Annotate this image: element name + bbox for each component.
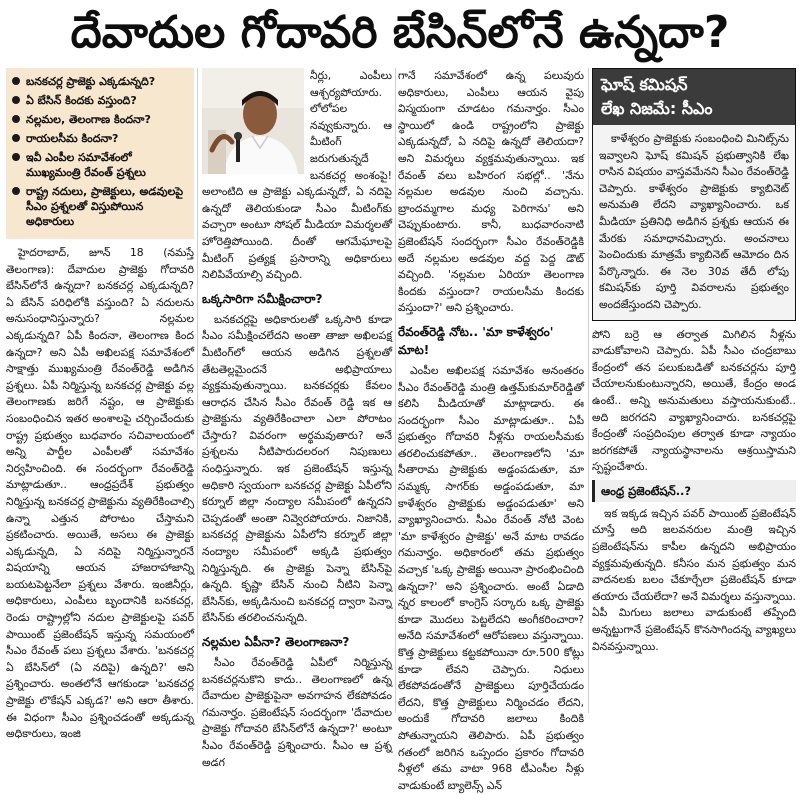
bullet-icon xyxy=(12,96,20,104)
article-paragraph: హైదరాబాద్, జూన్ 18 (నమస్తే తెలంగాణ): దేవాదుల ప్రాజెక్టు గోదావరి బేసిన్‌లోనే ఉన్నదా? బనకచర్ల ఎక్కడున్నది? ఏ బేసిన్ పరిధిలోకి వస్తుంది? ఏ నదులను అనుసంధానిస్తున్నారు? నల్లమల ఎక్కడున్నది? ఏపీ కిందనా, తెలంగాణ కింద ఉన్నదా? అని ఏపీ అఖిలపక్ష సమావేశంలో సాక్షాత్తు ముఖ్యమంత్రి రేవంత్‌రెడ్డి అడిగిన ప్రశ్నలు. ఏపీ నిర్మిస్తున్న బనకచర్ల ప్రాజెక్టు వల్ల తెలంగాణకు జరిగే నష్టం, ఆ ప్రాజెక్టుకు సంబంధించిన ఇతర అంశాలపై చర్చించేందుకు రాష్ట్ర ప్రభుత్వం బుధవారం సచివాలయంలో అన్ని పార్టీల ఎంపీలతో సమావేశం నిర్వహించింది. ఈ సందర్భంగా రేవంత్‌రెడ్డి మాట్లాడుతూ.. ఆంధ్రప్రదేశ్ ప్రభుత్వం నిర్మిస్తున్న బనకచర్ల ప్రాజెక్టును వ్యతిరేకించాల్సి ఉన్నా ఎత్తున పోరాటం చేస్తామని ప్రకటించారు. అయితే, అసలు ఈ ప్రాజెక్టు ఎక్కడున్నది, ఏ నదిపై నిర్మిస్తున్నారనే విషయాన్ని ఆయన హాజరాహాజాన్ని బయటపెట్టనేలా ప్రశ్నలు వేశారు. ఇంజినీర్లు, అధికారులు, ఎంపీలు బృందానికి బనకచర్ల, రెండు రాష్ట్రాల్లోని నదుల ప్రాజెక్టులపై పవర్ పాయింట్ ప్రజెంటేషన్ ఇస్తున్న సమయంలో సీఎం రేవంత్ పలు ప్రశ్నలు వేశారు. 'బనకచర్ల ఏ బేసిన్‌లో (ఏ నదిపై) ఉన్నది?' అని ప్రశ్నించారు. అంతలోనే ఆగకుండా 'బనకచర్ల ప్రాజెక్టు లొకేషన్ ఎక్కడ?' అని ఆరా తీశారు. ఈ విధంగా సీఎం ప్రశ్నించడంతో అక్కడున్న అధికారులు, ఇంజి xyxy=(6,246,194,741)
highlight-item: రాష్ట్ర నదులు, ప్రాజెక్టులు, అడవులపై సీఎం ప్రశ్నలతో విస్తుపోయిన అధికారులు xyxy=(10,184,188,229)
cm-photo xyxy=(202,68,304,174)
article-paragraph: పోని బర్రె ఆ తర్వాత మిగిలిన నీళ్లను వాడుకోవాలని చెప్పారు. ఏపీ సీఎం చంద్రబాబు కేంద్రంలో తన పలుకుబడితో బనకచర్లను పూర్తి చేయాలనుకుంటున్నారని, అయితే, కేంద్రం అండ ఉంటే.. అన్ని అనుమతులు వస్తాయనుకుంటే.. అది జరగదని వ్యాఖ్యానించారు. బనకచర్లపై కేంద్రంతో సంప్రదింపుల తర్వాత కూడా న్యాయం జరగకపోతే న్యాయస్థానాలను ఆశ్రయిస్తామని స్పష్టంచేశారు. xyxy=(592,327,796,474)
column-4 xyxy=(592,68,796,713)
column-divider xyxy=(588,68,589,713)
sidebar-box-title: ఘోష్ కమిషన్ లేఖ నిజమే: సీఎం xyxy=(593,69,795,125)
column-3 xyxy=(398,68,584,792)
sidebar-box-body xyxy=(593,125,795,320)
highlight-item: రాయలసీమ కిందనా? xyxy=(10,131,188,146)
bullet-icon xyxy=(12,134,20,142)
article-paragraph: నీర్లు, ఎంపీలు ఆశ్చర్యపోయారు. లోలోపల నవ్వుకున్నారు. ఆ మీటింగ్ జరుగుతున్నదే బనకచర్ల అంశంపై! అలాంటిది ఆ ప్రాజెక్టు ఎక్కడున్నదో, ఏ నదిపై ఉన్నదో తెలియకుండా సీఎం మీటింగ్‌కు వచ్చారా అంటూ సోషల్ మీడియా విమర్శలతో హోరెత్తిపోయింది. దీంతో ఆగమేఘాలపై మీటింగ్ ప్రత్యక్ష ప్రసారాన్ని అధికారులు నిలిపివేయాల్సి వచ్చింది. xyxy=(202,69,392,282)
highlight-item: నల్లమల, తెలంగాణ కిందనా? xyxy=(10,112,188,127)
section-heading: నల్లమల ఏపీనా? తెలంగాణనా? xyxy=(202,635,350,649)
highlight-item: ఏ బేసిన్ కిందకు వస్తుంది? xyxy=(10,93,188,108)
sidebar-box xyxy=(592,68,796,321)
article-paragraph: ఇక ఇక్కడ ఇచ్చిన పవర్ పాయింట్ ప్రజెంటేషన్ చూస్తే అది జలవనరుల మంత్రి ఇచ్చిన ప్రజెంటేషన్‌ను కాపీల ఉన్నదని అభిప్రాయం వ్యక్తమవుతున్నది. కనీసం మన ప్రభుత్వం మన వాదనలకు బలం చేకూర్చేలా ప్రజెంటేషన్ కూడా తయారు చేయలేదా? అనే విమర్శలు వస్తున్నాయి. ఏపీ మిగులు జలాలు వాడుకుంటే తప్పేంది అన్నట్టుగానే ప్రజెంటేషన్ కొనసాగిందన్న వ్యాఖ్యలు వినవస్తున్నాయి. xyxy=(592,506,796,653)
column-1 xyxy=(6,68,194,741)
bullet-icon xyxy=(12,187,20,195)
section-heading: ఆంధ్ర ప్రజెంటేషన్..? xyxy=(592,480,796,502)
column-2 xyxy=(202,68,392,769)
article-paragraph: కాళేశ్వరం ప్రాజెక్టుకు సంబంధించి మినిట్స్‌ను ఇవ్వాలని ఘోష్ కమిషన్ ప్రభుత్వానికి లేఖ రాసిన విషయం వాస్తవమేనని సీఎం రేవంత్‌రెడ్డి చెప్పారు. కాళేశ్వరం ప్రాజెక్టుకు క్యాబినెట్ అనుమతి లేదని వ్యాఖ్యానించారు. ఒక మీడియా ప్రతినిధి అడిగిన ప్రశ్నకు ఆయన ఈ మేరకు సమాధానమిచ్చారు. అంచనాలు పెంచిందుకు మాత్రమే క్యాబినెట్ ఆమోదం దిన పేర్కొన్నారు. ఈ నెల 30వ తేదీ లోపు కమిషన్‌కు పూర్తి వివరాలను ప్రభుత్వం అందజేస్తుందని చెప్పారు. xyxy=(599,132,789,311)
portrait-image xyxy=(202,68,304,174)
highlight-item: ఇవీ ఎంపీల సమావేశంలో ముఖ్యమంత్రి రేవంత్ ప్రశ్నలు xyxy=(10,150,188,180)
highlight-item: బనకచర్ల ప్రాజెక్టు ఎక్కడున్నది? xyxy=(10,74,188,89)
highlights-box xyxy=(6,68,194,239)
section-heading: రేవంత్‌రెడ్డి నోట.. 'మా కాళేశ్వరం' మాట! xyxy=(398,324,554,357)
article-paragraph: గానే సమావేశంలో ఉన్న పలువురు అధికారులు, ఎంపీలు ఆయన వైపు విస్మయంగా చూడటం గమనార్హం. సీఎం స్థాయిలో ఉండి రాష్ట్రంలోని ప్రాజెక్టు ఎక్కడున్నదో, ఏ నదిపై ఉన్నదో తెలియదా? అని విమర్శలు వ్యక్తమవుతున్నాయి. ఇక రేవంత్ వలు బహిరంగ సభల్లో.. 'నేను నల్లమల అడవుల నుంచి వచ్చాను. బ్రాందమ్మగాల మధ్య పెరిగాను' అని చెప్పుకుంటారు. కానీ, బుధవారంనాటి ప్రజెంటేషన్ సందర్భంగా సీఎం రేవంత్‌రెడ్డికి అదే నల్లమల అడవుల వద్ద పెద్ద డౌట్ వచ్చింది. 'నల్లమల ఏరియా తెలంగాణ కిందకు వస్తుందా? రాయలసీమ కిందకు వస్తుందా?' అని ప్రశ్నించారు. xyxy=(398,69,584,315)
bullet-icon xyxy=(12,153,20,161)
bullet-icon xyxy=(12,77,20,85)
article-paragraph: ఎంపీల అఖిలపక్ష సమావేశం అనంతరం సీఎం రేవంత్‌రెడ్డి మంత్రి ఉత్తమ్‌కుమార్‌రెడ్డితో కలిసి మీడియాతో మాట్లాడారు. ఈ సందర్భంగా సీఎం మాట్లాడుతూ.. ఏపీ ప్రభుత్వం గోదావరి నీళ్లను రాయలసీమకు తరలించుకపోతూ.. తెలంగాణలోని 'మా సీతారామ ప్రాజెక్టుకు అడ్డంపడుతూ, మా సమ్మక్క సాగర్‌కు అడ్డంపడుతూ, మా కాళేశ్వరం ప్రాజెక్టుకు అడ్డంపడుతూ' అని వ్యాఖ్యానించారు. సీఎం రేవంత్ నోటి వెంట 'మా కాళేశ్వరం ప్రాజెక్టు' అనే మాట రావడం గమనార్హం. అధికారంలో తమ ప్రభుత్వం వచ్చాక 'ఒక్క ప్రాజెక్టు అయినా ప్రారంభించింది ఉన్నదా?' అని ప్రశ్నించారు. అంటే ఏడాది న్నర కాలంలో కాంగ్రెస్ సర్కారు ఒక్క ప్రాజెక్టు కూడా మొదలు పెట్టలేదని అంగీకరించారా? అనేది సమావేశంలో ఆరోపణలు వస్తున్నాయి. కొత్త ప్రాజెక్టులు కట్టకపోయినా రూ.500 కోట్లు కూడా లేవని చెప్పారు. నిధులు లేకపోవడంతోనే ప్రాజెక్టులు పూర్తిచేయడం లేదని, కొత్త ప్రాజెక్టులు నిర్మించడం లేదని, అందుకే గోదావరి జలాలు కిందికి పోతున్నాయని తెలిపారు. ఏపీ ప్రభుత్వం గతంలో జరిగిన ఒప్పందం ప్రకారం గోదావరి నీళ్లలో తమ వాటా 968 టీఎంసీల నీళ్లు వాడుకుంటే బ్యాలెన్స్ ఎన్ xyxy=(398,363,584,792)
column-divider xyxy=(395,68,396,713)
section-heading: ఒక్కసారిగా సమీక్షించారా? xyxy=(202,291,323,306)
bullet-icon xyxy=(12,115,20,123)
article-paragraph: బనకచర్లపై అధికారులతో ఒక్కసారి కూడా సీఎం సమీక్షించలేదని అంతా తాజా అఖిలపక్ష మీటింగ్‌లో ఆయన అడిగిన ప్రశ్నలతో తేటతెల్లమైందనే అభిప్రాయాలు వ్యక్తమవుతున్నాయి. బనకచర్లకు కేవలం ఆరాధన చేసిన సీఎం రేవంత్ రెడ్డి ఇక ఆ ప్రాజెక్టును వ్యతిరేకించాలా ఎలా పోరాటం చేస్తారు? వివరంగా అర్థమవుతారు? అనే ప్రశ్నలను నీటిపారుదలరంగ నిపుణులు సంధిస్తున్నారు. ఇక ప్రజెంటేషన్ ఇస్తున్న అధికారి స్వయంగా బనకచర్ల ప్రాజెక్టు ఏపీలోని కర్నూల్ జిల్లా నంద్యాల సమీపంలో ఉన్నదని చెప్పడంతో అంతా నివ్వెరపోయారు. నిజానికి, బనకచర్ల ప్రాజెక్టును ఏపీలోని కర్నూల్ జిల్లా నంద్యాల సమీపంలో అక్కడి ప్రభుత్వం నిర్మిస్తున్నది. ఈ ప్రాజెక్టు పెన్నా బేసిన్‌పై ఉన్నది. కృష్ణా బేసిన్ నుంచి నీటిని పెన్నా బేసిన్‌కు, అక్కడినుంచి బనకచర్ల ద్వారా పెన్నా బేసిన్‌కు తరలించనున్నది. xyxy=(202,312,392,625)
column-divider xyxy=(197,68,198,713)
headline: దేవాదుల గోదావరి బేసిన్‌లోనే ఉన్నదా? xyxy=(70,7,730,58)
article-paragraph: సీఎం రేవంత్‌రెడ్డి ఏపీలో నిర్మిస్తున్న బనకచర్లనుకొని కాదు.. తెలంగాణలో ఉన్న దేవాదుల ప్రాజెక్టుపైనా అవగాహన లేకపోవడం గమనార్హం. ప్రజెంటేషన్ సందర్భంగా 'దేవాదుల ప్రాజెక్టు గోదావరి బేసిన్‌లోనే ఉన్నదా?' అంటూ సీఎం రేవంత్‌రెడ్డి ప్రశ్నించారు. సీఎం ఆ ప్రశ్న అడగ xyxy=(202,656,392,769)
